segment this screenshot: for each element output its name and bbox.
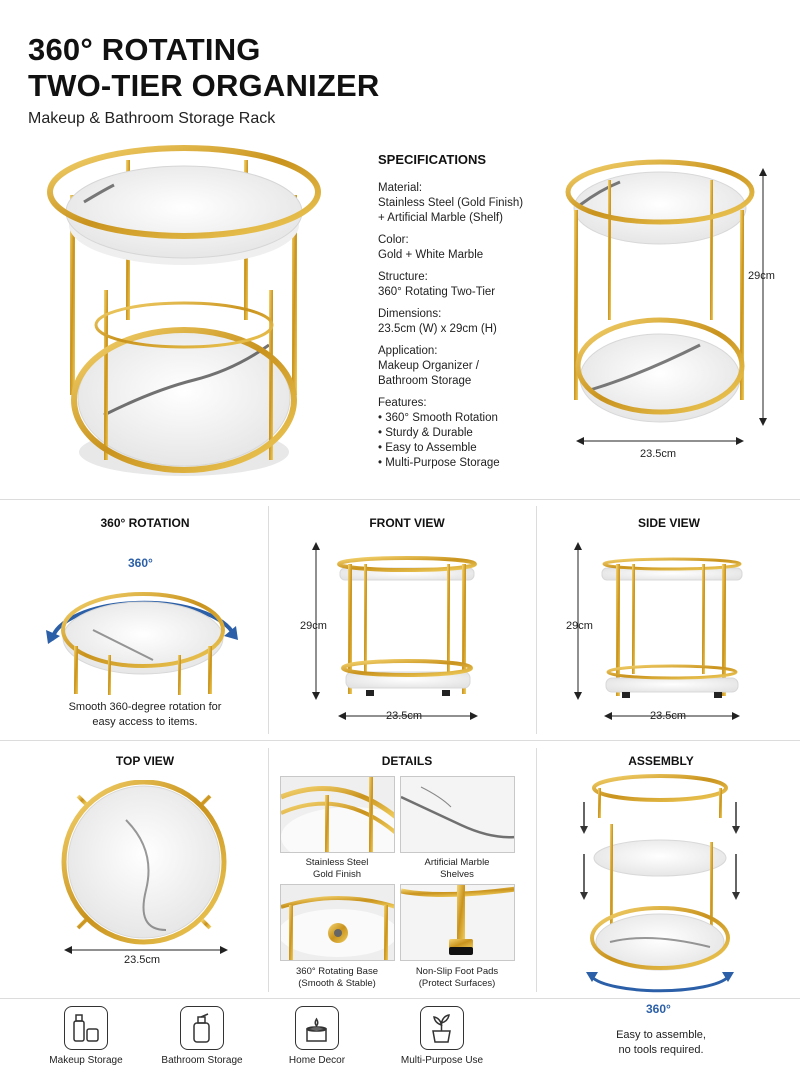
detail-foot-pads-image — [400, 884, 515, 961]
top-width-label: 23.5cm — [124, 954, 161, 966]
assembly-image — [570, 772, 750, 1022]
feature-item: • 360° Smooth Rotation — [378, 412, 498, 424]
front-width-label: 23.5cm — [386, 710, 423, 722]
divider — [536, 506, 537, 734]
front-view-image — [310, 540, 510, 730]
detail-rotating-base-caption: 360° Rotating Base (Smooth & Stable) — [296, 966, 378, 989]
spec-material: Material: Stainless Steel (Gold Finish) + Artificial Marble (Shelf) — [378, 182, 524, 224]
spec-dimensions: Dimensions: 23.5cm (W) x 29cm (H) — [378, 308, 497, 335]
detail-foot-pads-caption: Non-Slip Foot Pads (Protect Surfaces) — [415, 966, 499, 989]
front-view-title: FRONT VIEW — [369, 516, 445, 530]
side-height-label: 29cm — [566, 620, 593, 632]
plant-icon — [420, 1006, 464, 1050]
detail-gold-finish-caption: Stainless Steel Gold Finish — [305, 857, 369, 880]
spec-application: Application: Makeup Organizer / Bathroom Storage — [378, 345, 479, 387]
spec-features: Features: • 360° Smooth Rotation • Sturdy & Durable • Easy to Assemble • Multi-Purpose Storage — [378, 396, 558, 471]
assembly-caption: Easy to assemble, no tools required. — [616, 1029, 706, 1056]
specifications-heading: SPECIFICATIONS — [378, 152, 487, 167]
detail-gold-finish-image — [280, 776, 395, 853]
divider — [536, 748, 537, 992]
assembly-title: ASSEMBLY — [628, 754, 694, 768]
use-label: Makeup Storage — [49, 1055, 123, 1066]
side-view-title: SIDE VIEW — [637, 516, 700, 530]
rotation-image — [38, 550, 248, 700]
feature-item: • Multi-Purpose Storage — [378, 457, 500, 469]
rotation-title: 360° ROTATION — [100, 516, 190, 530]
soap-bottle-icon — [180, 1006, 224, 1050]
specifications-panel — [378, 152, 558, 478]
makeup-icon — [64, 1006, 108, 1050]
detail-marble-image — [400, 776, 515, 853]
detail-marble-caption: Artificial Marble Shelves — [424, 857, 490, 880]
front-height-label: 29cm — [300, 620, 327, 632]
assembly-badge: 360° — [646, 1002, 671, 1016]
page-subtitle: Makeup & Bathroom Storage Rack — [28, 110, 276, 127]
hero-product-image — [44, 140, 334, 490]
top-view-title: TOP VIEW — [115, 754, 175, 768]
detail-rotating-base-image — [280, 884, 395, 961]
spec-structure: Structure: 360° Rotating Two-Tier — [378, 271, 496, 298]
feature-item: • Easy to Assemble — [378, 442, 477, 454]
hero-dimension-image — [550, 150, 790, 480]
use-label: Multi-Purpose Use — [400, 1055, 484, 1066]
rotation-caption: Smooth 360-degree rotation for easy access to items. — [68, 701, 222, 728]
details-title: DETAILS — [381, 754, 433, 768]
page-title: 360° ROTATING TWO-TIER ORGANIZER — [28, 32, 380, 103]
use-label: Home Decor — [288, 1055, 346, 1066]
spec-color: Color: Gold + White Marble — [378, 234, 484, 261]
side-view-image — [572, 540, 782, 730]
hero-height-label: 29cm — [748, 270, 775, 282]
hero-width-label: 23.5cm — [640, 448, 677, 460]
candle-icon — [295, 1006, 339, 1050]
rotation-badge: 360° — [128, 556, 153, 570]
top-view-image — [56, 780, 236, 960]
feature-item: • Sturdy & Durable — [378, 427, 473, 439]
divider — [0, 499, 800, 500]
divider — [268, 748, 269, 992]
side-width-label: 23.5cm — [650, 710, 687, 722]
use-label: Bathroom Storage — [161, 1055, 243, 1066]
divider — [0, 740, 800, 741]
divider — [268, 506, 269, 734]
